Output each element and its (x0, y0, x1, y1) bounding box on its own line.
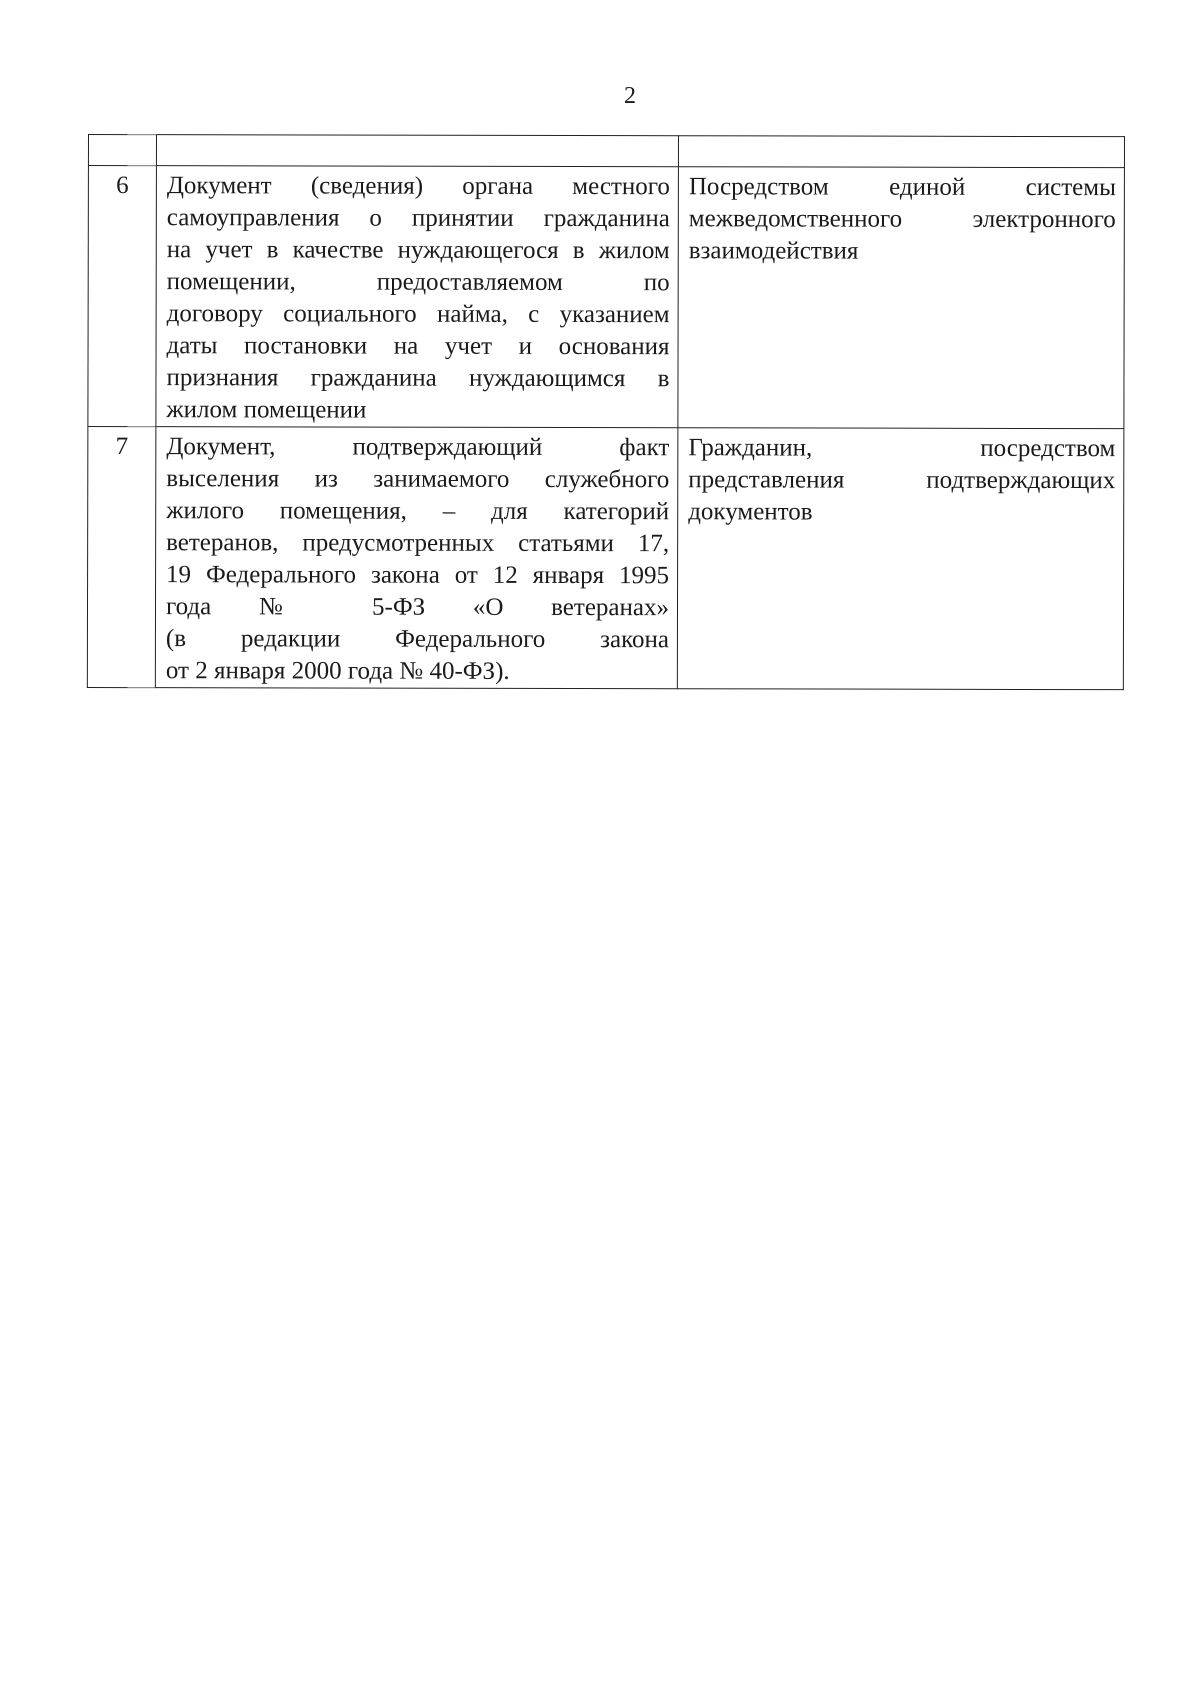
text-line: Документ, подтверждающий факт (166, 433, 670, 462)
document-source (678, 167, 1125, 429)
text-line: от 2 января 2000 года № 40-ФЗ). (165, 657, 510, 685)
documents-table (87, 134, 1125, 690)
table-header-row (88, 135, 1124, 168)
header-cell-number (88, 135, 156, 166)
document-source (677, 428, 1124, 690)
text-line: жилом помещении (166, 396, 367, 424)
text-line: помещении, предоставляемом по (166, 268, 670, 297)
text-line: самоуправления о принятии гражданина (166, 204, 670, 233)
text-line: Гражданин, посредством (688, 434, 1116, 463)
document-description (155, 427, 678, 689)
document-description (156, 166, 679, 428)
page-number: 2 (624, 83, 636, 109)
text-line: года № 5-ФЗ «О ветеранах» (165, 593, 670, 622)
text-line: жилого помещения, – для категорий (166, 497, 670, 526)
text-line: межведомственного электронного (688, 205, 1116, 234)
text-line: Посредством единой системы (688, 173, 1116, 202)
text-line: представления подтверждающих (688, 466, 1116, 495)
text-line: признания гражданина нуждающимся в (166, 364, 670, 393)
row-number: 7 (87, 427, 156, 688)
text-line: ветеранов, предусмотренных статьями 17, (166, 529, 670, 558)
header-cell-source (678, 136, 1124, 168)
text-line: договору социального найма, с указанием (166, 300, 670, 329)
text-line: выселения из занимаемого служебного (166, 465, 670, 494)
text-line: Документ (сведения) органа местного (166, 172, 670, 201)
row-number: 6 (88, 166, 157, 427)
text-line: 19 Федерального закона от 12 января 1995 (166, 561, 670, 590)
text-line: на учет в качестве нуждающегося в жилом (166, 236, 670, 265)
text-line: документов (688, 498, 813, 526)
table-row (87, 427, 1124, 690)
table-row (88, 166, 1125, 429)
text-line: (в редакции Федерального закона (165, 625, 669, 654)
header-cell-document (156, 135, 678, 167)
text-line: даты постановки на учет и основания (166, 332, 670, 361)
text-line: взаимодействия (688, 237, 859, 265)
